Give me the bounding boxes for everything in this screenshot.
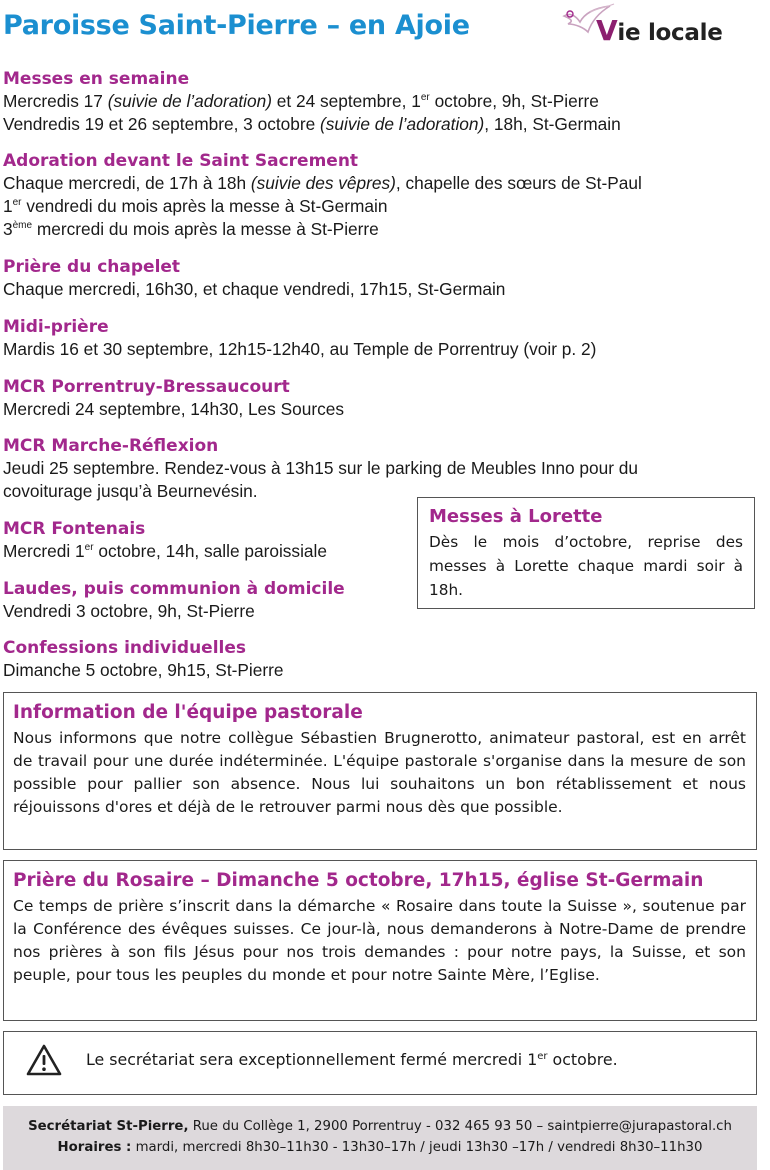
page-title: Paroisse Saint-Pierre – en Ajoie [3, 10, 470, 41]
section-heading: Adoration devant le Saint Sacrement [3, 151, 359, 171]
section-line: Dimanche 5 octobre, 9h15, St-Pierre [3, 660, 284, 680]
section-mcr-marche [3, 435, 638, 503]
section-adoration [3, 150, 642, 241]
section-midi-priere [3, 316, 596, 361]
section-chapelet [3, 256, 505, 301]
rosaire-text: Ce temps de prière s’inscrit dans la démarche « Rosaire dans toute la Suisse », soutenue par la Conférence des évêques suisses. Ce jour-là, nous demanderons à Notre-Dame de prendre nos prières à son fils Jésus pour nos trois demandes : pour notre pays, la Suisse, et son peuple, pour tous les peuples du monde et pour notre Sainte Mère, l’Eglise. [13, 897, 746, 984]
info-heading: Information de l'équipe pastorale [13, 702, 363, 723]
section-line: Chaque mercredi, 16h30, et chaque vendredi, 17h15, St-Germain [3, 279, 506, 299]
info-box [3, 692, 757, 850]
section-line: Jeudi 25 septembre. Rendez-vous à 13h15 sur le parking de Meubles Inno pour du [3, 458, 639, 478]
section-line: 3ème mercredi du mois après la messe à St-Pierre [3, 219, 379, 239]
lorette-heading: Messes à Lorette [429, 506, 603, 527]
section-heading: Laudes, puis communion à domicile [3, 579, 345, 599]
lorette-text: Dès le mois d’octobre, reprise des messes à Lorette chaque mardi soir à 18h. [429, 533, 743, 599]
section-heading: Midi-prière [3, 317, 109, 337]
section-heading: MCR Porrentruy-Bressaucourt [3, 377, 290, 397]
section-line: Mardis 16 et 30 septembre, 12h15-12h40, au Temple de Porrentruy (voir p. 2) [3, 339, 597, 359]
warning-icon [25, 1043, 63, 1077]
footer [3, 1106, 757, 1170]
section-line: Mercredis 17 (suivie de l’adoration) et 24 septembre, 1er octobre, 9h, St-Pierre [3, 91, 599, 111]
section-heading: Prière du chapelet [3, 257, 181, 277]
closure-notice [3, 1031, 757, 1095]
section-heading: MCR Marche-Réflexion [3, 436, 219, 456]
section-line: Vendredi 3 octobre, 9h, St-Pierre [3, 601, 255, 621]
rosaire-box [3, 860, 757, 1021]
section-mcr-porrentruy [3, 376, 344, 421]
section-mcr-fontenais [3, 518, 327, 563]
section-line: Mercredi 1er octobre, 14h, salle paroissiale [3, 541, 327, 561]
section-messes [3, 68, 621, 136]
logo-text: Vie locale [596, 14, 723, 47]
notice-text: Le secrétariat sera exceptionnellement fermé mercredi 1er octobre. [86, 1050, 618, 1069]
footer-hours: Horaires : mardi, mercredi 8h30–11h30 - 13h30–17h / jeudi 13h30 –17h / vendredi 8h30–11h30 [57, 1140, 703, 1155]
section-line: Chaque mercredi, de 17h à 18h (suivie des vêpres), chapelle des sœurs de St-Paul [3, 173, 642, 193]
section-line: Vendredis 19 et 26 septembre, 3 octobre (suivie de l’adoration), 18h, St-Germain [3, 114, 621, 134]
section-line: 1er vendredi du mois après la messe à St-Germain [3, 196, 388, 216]
section-laudes [3, 578, 345, 623]
lorette-box [417, 497, 755, 609]
section-line: covoiturage jusqu’à Beurnevésin. [3, 481, 258, 501]
section-heading: MCR Fontenais [3, 519, 146, 539]
section-line: Mercredi 24 septembre, 14h30, Les Sources [3, 399, 345, 419]
info-text: Nous informons que notre collègue Sébastien Brugnerotto, animateur pastoral, est en arrêt de travail pour une durée indéterminée. L'équipe pastorale s'organise dans la mesure de son possible pour pallier son absence. Nous lui souhaitons un bon rétablissement et nous réjouissons d'ores et déjà de le retrouver parmi nous dès que possible. [13, 729, 746, 816]
section-confessions [3, 637, 283, 682]
rosaire-heading: Prière du Rosaire – Dimanche 5 octobre, 17h15, église St-Germain [13, 870, 704, 891]
footer-contact: Secrétariat St-Pierre, Rue du Collège 1, 2900 Porrentruy - 032 465 93 50 – saintpierre@jurapastoral.ch [28, 1119, 732, 1134]
section-heading: Messes en semaine [3, 69, 190, 89]
section-heading: Confessions individuelles [3, 638, 247, 658]
vie-locale-logo [560, 2, 760, 48]
